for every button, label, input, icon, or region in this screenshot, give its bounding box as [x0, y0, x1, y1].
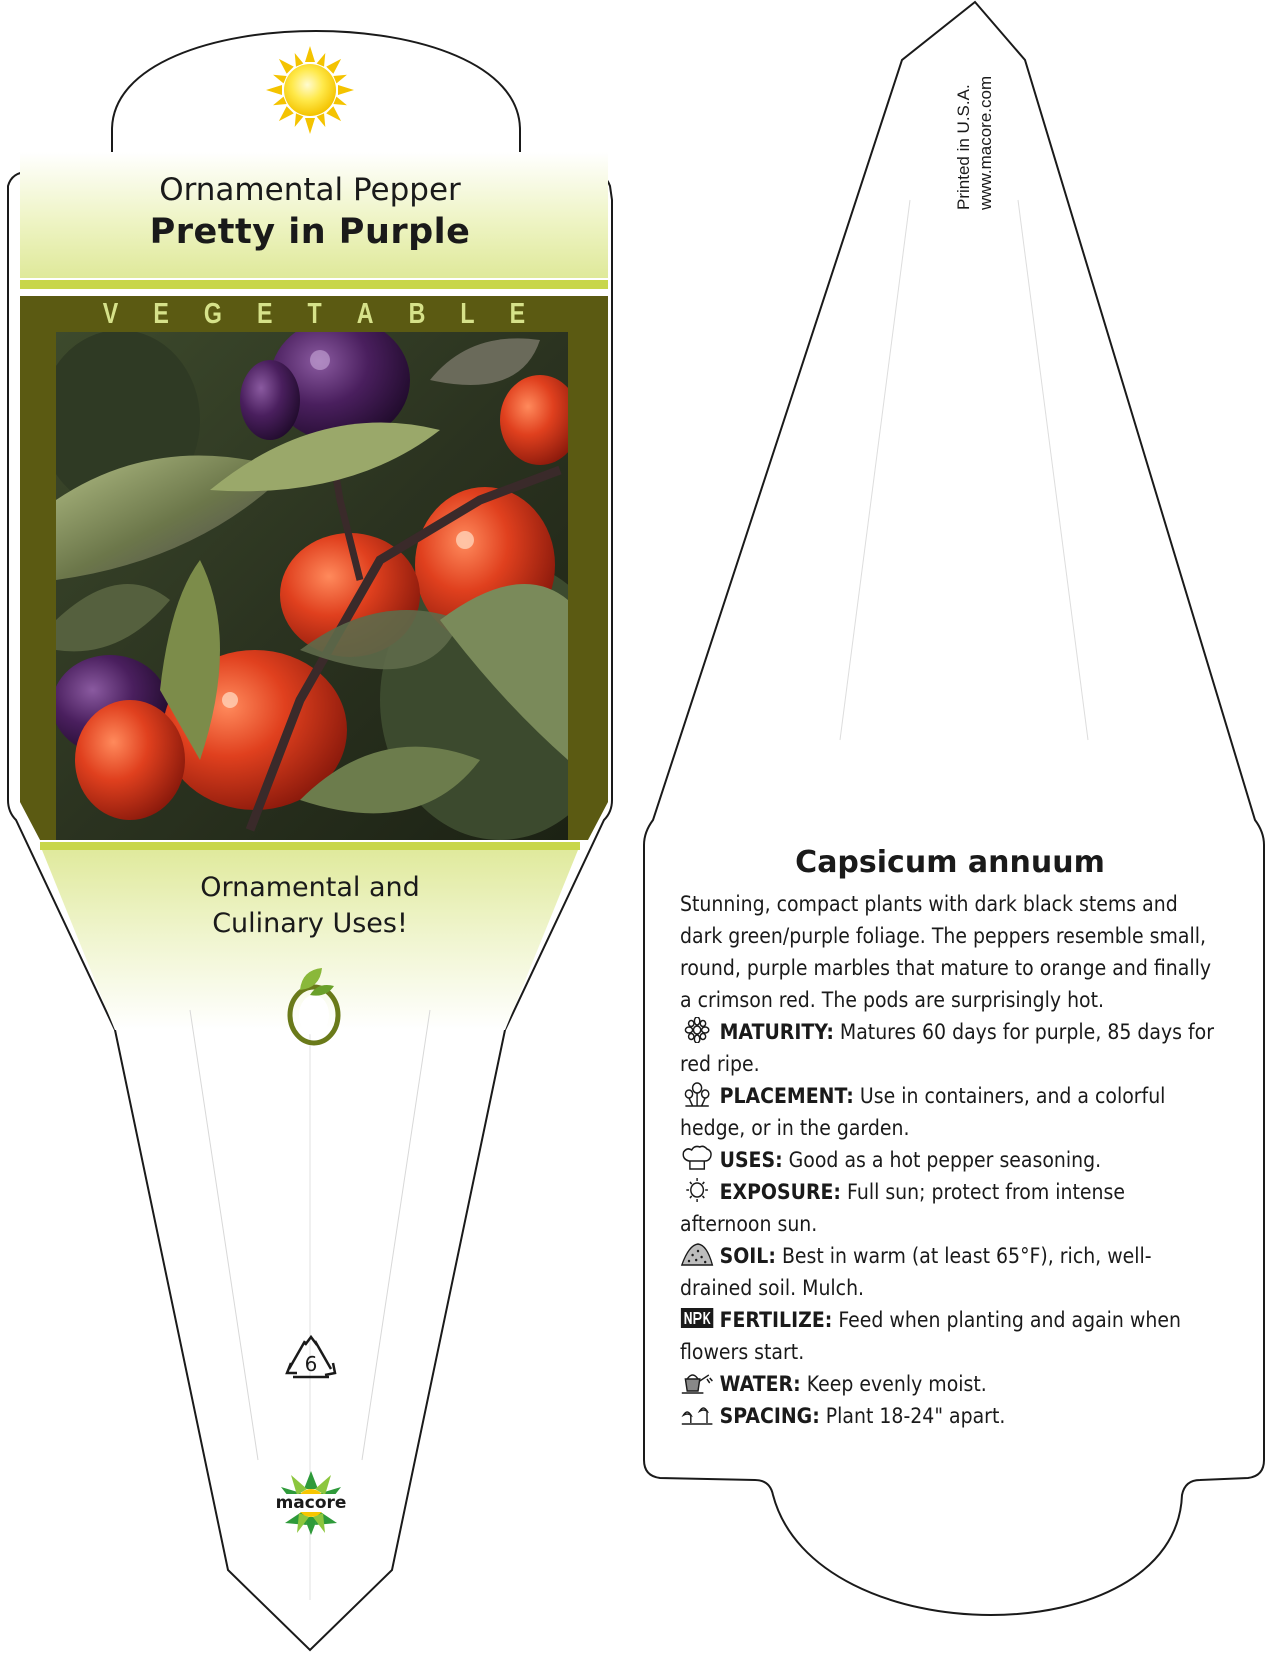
placement-label: PLACEMENT:: [719, 1084, 854, 1108]
website-url: www.macore.com: [976, 75, 995, 210]
attribute-spacing: [680, 1400, 1220, 1432]
spacing-icon: [680, 1401, 714, 1427]
attribute-fertilize: [680, 1304, 1220, 1368]
category-letter: E: [153, 298, 169, 330]
exposure-text: Full sun; protect from intense afternoon sun.: [680, 1180, 1125, 1236]
attribute-water: [680, 1368, 1220, 1400]
uses-text: Good as a hot pepper seasoning.: [788, 1148, 1102, 1172]
placement-text: Use in containers, and a colorful hedge, or in the garden.: [680, 1084, 1166, 1140]
category-letter: E: [256, 298, 273, 330]
tagline-line-2: Culinary Uses!: [212, 908, 408, 939]
macore-logo-text: macore: [275, 1493, 347, 1513]
sun-icon: [680, 1177, 714, 1203]
attribute-soil: [680, 1240, 1220, 1304]
water-label: WATER:: [719, 1372, 801, 1396]
tagline: [100, 870, 520, 942]
maturity-text: Matures 60 days for purple, 85 days for red ripe.: [680, 1020, 1214, 1076]
category-letter: T: [307, 298, 322, 330]
plant-placement-icon: [680, 1081, 714, 1107]
attribute-uses: [680, 1144, 1220, 1176]
spacing-text: Plant 18-24" apart.: [825, 1404, 1006, 1428]
fertilize-label: FERTILIZE:: [719, 1308, 833, 1332]
soil-label: SOIL:: [719, 1244, 776, 1268]
attribute-placement: [680, 1080, 1220, 1144]
scientific-name: Capsicum annuum: [795, 845, 1105, 880]
printed-in-usa-block: [952, 50, 1012, 210]
printed-in-usa: Printed in U.S.A.: [954, 84, 973, 210]
recycle-code: 6: [304, 1352, 318, 1376]
exposure-label: EXPOSURE:: [719, 1180, 841, 1204]
watering-can-icon: [680, 1369, 714, 1395]
tagline-line-1: Ornamental and: [200, 872, 420, 903]
attribute-exposure: [680, 1176, 1220, 1240]
maturity-label: MATURITY:: [719, 1020, 834, 1044]
care-info: [680, 888, 1220, 1432]
chef-hat-icon: [680, 1145, 714, 1171]
water-text: Keep evenly moist.: [806, 1372, 987, 1396]
plant-description: Stunning, compact plants with dark black stems and dark green/purple foliage. The peppers resemble small, round, purple marbles that mature to orange and finally a crimson red. The pods are surprisingly hot.: [680, 892, 1211, 1012]
soil-text: Best in warm (at least 65°F), rich, well-drained soil. Mulch.: [680, 1244, 1152, 1300]
title-underline-band: [20, 280, 608, 289]
category-letter: A: [356, 298, 374, 330]
category-letter: B: [408, 298, 426, 330]
fertilize-text: Feed when planting and again when flowers start.: [680, 1308, 1181, 1364]
uses-label: USES:: [719, 1148, 783, 1172]
category-label: [79, 298, 549, 332]
tagline-top-band: [40, 842, 580, 850]
category-letter: G: [203, 298, 222, 330]
flower-icon: [680, 1017, 714, 1043]
category-letter: V: [102, 298, 119, 330]
npk-icon: [680, 1305, 714, 1331]
spacing-label: SPACING:: [719, 1404, 820, 1428]
product-type-title: Ornamental Pepper: [159, 172, 461, 208]
attribute-maturity: [680, 1016, 1220, 1080]
soil-icon: [680, 1241, 714, 1267]
pepper-photo: [40, 318, 620, 840]
category-letter: L: [460, 298, 475, 330]
variety-name-title: Pretty in Purple: [149, 212, 471, 252]
category-letter: E: [509, 298, 526, 330]
